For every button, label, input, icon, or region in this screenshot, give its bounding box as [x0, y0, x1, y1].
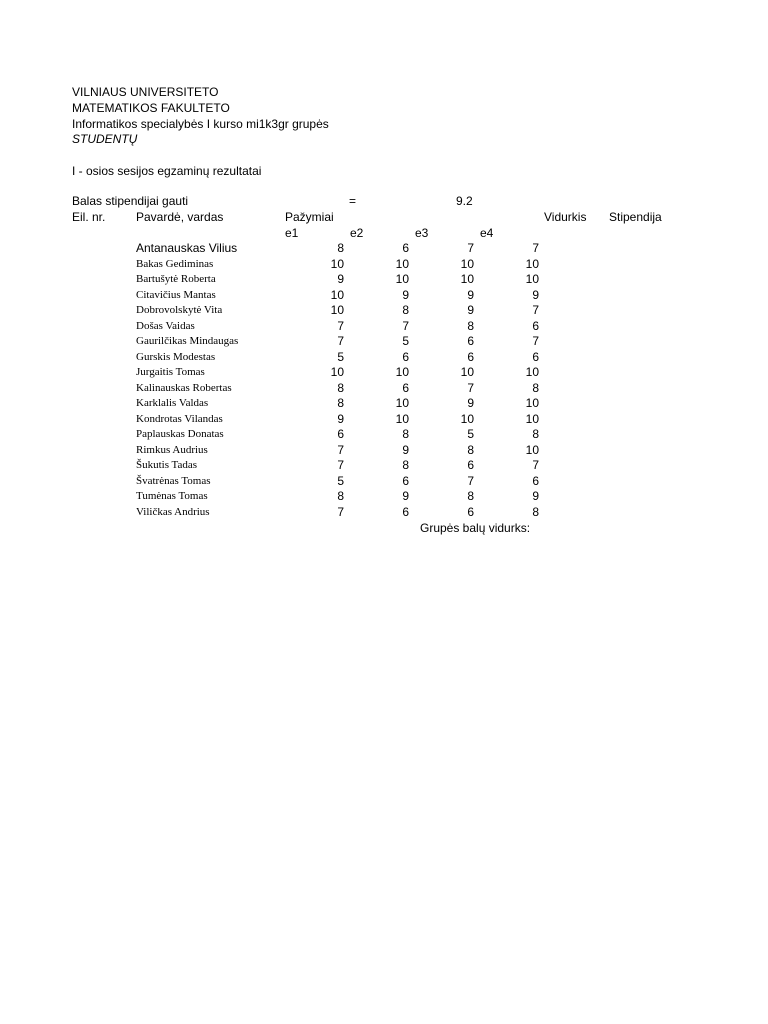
grade-e2: 10: [395, 396, 409, 410]
grade-e4: 10: [525, 365, 539, 379]
grade-e1: 7: [337, 319, 344, 333]
grade-e2: 6: [402, 350, 409, 364]
grade-e1: 5: [337, 474, 344, 488]
grade-e3: 5: [467, 427, 474, 441]
student-name: Gaurilčikas Mindaugas: [136, 335, 239, 347]
grade-e2: 6: [402, 474, 409, 488]
grade-e3: 6: [467, 350, 474, 364]
exam-header-e2: e2: [350, 226, 364, 240]
grade-e3: 10: [460, 257, 474, 271]
grade-e4: 9: [532, 489, 539, 503]
grade-e3: 8: [467, 319, 474, 333]
threshold-label: Balas stipendijai gauti: [72, 194, 189, 208]
group-average-label: Grupės balų vidurks:: [420, 521, 531, 535]
session-title: I - osios sesijos egzaminų rezultatai: [72, 164, 262, 178]
grade-e4: 10: [525, 257, 539, 271]
student-name: Tumėnas Tomas: [136, 490, 208, 502]
grade-e4: 9: [532, 288, 539, 302]
student-name: Rimkus Audrius: [136, 444, 208, 456]
grade-e1: 5: [337, 350, 344, 364]
student-name: Došas Vaidas: [136, 320, 195, 332]
col-name-header: Pavardė, vardas: [136, 210, 224, 224]
grade-e3: 9: [467, 288, 474, 302]
grade-e1: 7: [337, 505, 344, 519]
grade-e2: 10: [395, 272, 409, 286]
grade-e2: 8: [402, 303, 409, 317]
grade-e3: 10: [460, 365, 474, 379]
grade-e1: 10: [330, 257, 344, 271]
grade-e4: 7: [532, 458, 539, 472]
grade-e1: 10: [330, 365, 344, 379]
grade-e1: 6: [337, 427, 344, 441]
student-name: Bakas Gediminas: [136, 258, 214, 270]
col-nr-header: Eil. nr.: [72, 210, 106, 224]
university-title: VILNIAUS UNIVERSITETO: [72, 85, 219, 99]
grade-e4: 6: [532, 350, 539, 364]
grade-e4: 10: [525, 396, 539, 410]
student-name: Dobrovolskytė Vita: [136, 304, 223, 316]
grade-e4: 10: [525, 443, 539, 457]
col-grades-header: Pažymiai: [285, 210, 334, 224]
student-name: Kondrotas Vilandas: [136, 413, 223, 425]
grade-e1: 10: [330, 303, 344, 317]
grade-e2: 10: [395, 257, 409, 271]
grade-e3: 9: [467, 303, 474, 317]
student-name: Švatrėnas Tomas: [136, 475, 211, 487]
grade-e2: 6: [402, 241, 409, 255]
grade-e1: 9: [337, 272, 344, 286]
grade-e1: 9: [337, 412, 344, 426]
grade-e4: 6: [532, 474, 539, 488]
grade-e3: 6: [467, 334, 474, 348]
student-name: Šukutis Tadas: [136, 459, 198, 471]
col-avg-header: Vidurkis: [544, 210, 587, 224]
students-title: STUDENTŲ: [72, 132, 138, 146]
grade-e1: 7: [337, 334, 344, 348]
grade-e2: 8: [402, 427, 409, 441]
grade-e1: 8: [337, 396, 344, 410]
grade-e3: 7: [467, 474, 474, 488]
grade-e3: 9: [467, 396, 474, 410]
grade-e1: 7: [337, 443, 344, 457]
grade-e2: 10: [395, 412, 409, 426]
grade-e2: 6: [402, 505, 409, 519]
grade-e4: 8: [532, 427, 539, 441]
grade-e4: 8: [532, 381, 539, 395]
faculty-title: MATEMATIKOS FAKULTETO: [72, 101, 230, 115]
grade-e3: 7: [467, 241, 474, 255]
grade-e4: 8: [532, 505, 539, 519]
student-name: Bartušytė Roberta: [136, 273, 216, 285]
grade-e3: 6: [467, 505, 474, 519]
grade-e3: 8: [467, 443, 474, 457]
student-name: Kalinauskas Robertas: [136, 382, 232, 394]
grade-e4: 6: [532, 319, 539, 333]
exam-header-e4: e4: [480, 226, 494, 240]
program-title: Informatikos specialybės I kurso mi1k3gr grupės: [72, 117, 329, 131]
grade-e2: 9: [402, 489, 409, 503]
grade-e3: 7: [467, 381, 474, 395]
grade-e4: 7: [532, 334, 539, 348]
student-name: Karklalis Valdas: [136, 397, 209, 409]
exam-header-e1: e1: [285, 226, 299, 240]
student-name: Gurskis Modestas: [136, 351, 216, 363]
student-name: Jurgaitis Tomas: [136, 366, 205, 378]
grade-e4: 7: [532, 303, 539, 317]
exam-header-e3: e3: [415, 226, 429, 240]
student-name: Citavičius Mantas: [136, 289, 216, 301]
student-name: Paplauskas Donatas: [136, 428, 224, 440]
grade-e1: 7: [337, 458, 344, 472]
grade-e2: 8: [402, 458, 409, 472]
grade-e4: 10: [525, 412, 539, 426]
grade-e2: 7: [402, 319, 409, 333]
col-stipend-header: Stipendija: [609, 210, 662, 224]
grade-e3: 10: [460, 272, 474, 286]
grade-e3: 6: [467, 458, 474, 472]
grade-e2: 6: [402, 381, 409, 395]
grade-e1: 10: [330, 288, 344, 302]
grade-e1: 8: [337, 241, 344, 255]
grade-e2: 9: [402, 443, 409, 457]
grade-e4: 7: [532, 241, 539, 255]
grade-e2: 10: [395, 365, 409, 379]
grade-e4: 10: [525, 272, 539, 286]
grade-e3: 8: [467, 489, 474, 503]
grade-e2: 5: [402, 334, 409, 348]
threshold-value: 9.2: [456, 194, 473, 208]
grade-e2: 9: [402, 288, 409, 302]
grade-e1: 8: [337, 489, 344, 503]
student-name: Viličkas Andrius: [136, 506, 210, 518]
student-name: Antanauskas Vilius: [136, 241, 238, 255]
grade-e3: 10: [460, 412, 474, 426]
threshold-eq: =: [349, 194, 357, 208]
grade-e1: 8: [337, 381, 344, 395]
